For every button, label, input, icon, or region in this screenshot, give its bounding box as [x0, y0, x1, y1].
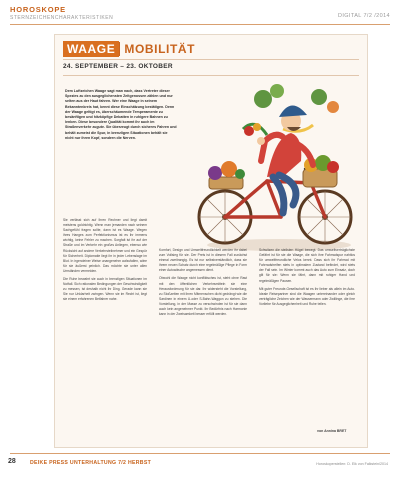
column-3-paragraph: Mit guter Freunde-Gesellschaft ist es ihr lieber als allein im Auto. Ideale Reisepartner sind die Waagen untereinander oder gleich verträgliche Zeichen wie der Wassermann oder Zwillinge, die ihre Vorliebe für Ausgeglichenheit und Ruhe teilen.	[259, 286, 355, 306]
column-2	[159, 248, 247, 320]
header-divider	[10, 24, 390, 25]
title-divider	[63, 59, 359, 60]
column-1-paragraph: Die Ruhe bewahrt sie auch in brenzligen Situationen im Notfall. Sich rationalen Bedingungen der Geschwindigkeit zu messen, ist deshalb nicht ihr Ding. Gerade kann sie Sie nur Unklarheit zwingen. Wenn sie im Recht ist, liegt sie einem erfahrenen Beifahrer nahe.	[63, 277, 147, 302]
date-range: 24. SEPTEMBER – 23. OKTOBER	[63, 63, 173, 70]
intro-text: Dem Luftzeichen Waage sagt man nach, dass Vertreter dieser Spezies zu den ausgeglichensten Zeitgenossen zählen und nur selten aus der Haut fahren. Wer eine Waage in seinem Bekanntenkreis hat, kennt diese Einschätzung bestätigen. Denn der Waage geltigt es, überschäumende Temperamente zu besänftigen und hitzköpfige Debatten in ruhigere Bahnen zu lenken. Diese besondere Qualität kommt ihr auch im Straßenverkehr zugute. Sie überzeugt durch sicheres Fahren und behält zumeist die Spur, in brenzligen Situationen behält sie nicht nur ihren Kopf, sondern die Nerven.	[65, 89, 177, 140]
footer-credits: Horoskoperstellen: D. Elk von Falkstein/2014	[316, 462, 388, 466]
article-card	[54, 34, 368, 448]
column-2-paragraph: Obwohl die Waage nicht konfliktscheu ist, steht ohne Rast mit den öffentlichen Verkehrsmitteln sie eine Herausforderung für sie dar. Ihr widersteht die Vorstellung, zu Stoßzeiten mit ihren Mitmenschen dicht gedrängt wie die Sardinen in einem U-oder S-Bahn-Waggon zu stehen. Die Vorstellung, in der Masse zu verschwinden ist für sie dann auch kein angenehmer Punkt. Ihr Bedürfnis nach Harmonie kann in der Zweisamkeit besser erfüllt werden.	[159, 276, 247, 317]
intro-paragraph	[65, 89, 177, 141]
title-rest: MOBILITÄT	[124, 42, 196, 56]
author-signature: von Annina BRET	[317, 429, 347, 433]
article-title	[63, 41, 199, 57]
title-highlight: WAAGE	[63, 41, 119, 57]
cyclist-illustration	[183, 77, 367, 255]
column-3	[259, 248, 355, 310]
column-3-paragraph: Schwitzen die steilsten Hügel bewegt. Das umweltverträglichste Gefährt ist für sie die Waage, die sich ihre Fahrradspur nahtlos für umweltfreundliche Velos kennt. Dass sich ihr Fahrrad mit Fahrradstreifen stets in optimalem Zustand befindet, wird stets der Fall sein. Im Winter kommt auch das Auto zum Einsatz, doch gilt für sie: Wenn sie fährt, dann mit ruhiger Hand und regelmäßigen Pausen.	[259, 248, 355, 283]
date-divider	[63, 75, 359, 76]
header-subtitle: STERNZEICHENCHARAKTERISTIKEN	[10, 15, 114, 21]
column-1-paragraph: Sie verlässt sich auf Ihren Rechner und liegt damit meistens goldrichtig. Wenn man jemanden nach seinem Sachgefühl fragen sollte, dann ist es Waage. Wegen ihres Hanges zum Perfektionismus ist es ihr immens wichtig, keine Fehler zu machen. Sorgfalt ist ihr auf der Straße und im Verkehr ein großes Anliegen, ebenso wie Rücksicht auf andere Verkehrsteilnehmer und ein Gespür für Sicherheit. Diplomatie liegt ihr in jeder Lebenslage im Blut. In irgendeiner Weise unangenehm aufzufallen, wäre für sie äußerst peinlich. Das möchte sie unter allen Umständen vermeiden.	[63, 218, 147, 273]
footer-divider	[10, 453, 390, 454]
column-2-paragraph: Komfort, Design und Umweltfreundlichkeit werden ihr dabei zum Vollsieg für sie. Der Preis ist in diesem Fall zunächst einmal zweitrangig. Es ist nur selbstverständlich, dass sie ihrem neuen Schatz durch eine regelmäßige Pflege in Form einer Autowäsche angemessen dient.	[159, 248, 247, 273]
header-edition: DIGITAL 7/2 /2014	[337, 13, 390, 19]
column-1	[63, 218, 147, 306]
magazine-title: DEIKE PRESS UNTERHALTUNG 7/2 HERBST	[30, 460, 152, 466]
page-number: 28	[8, 458, 16, 465]
header-section-title: HOROSKOPE	[10, 5, 66, 14]
